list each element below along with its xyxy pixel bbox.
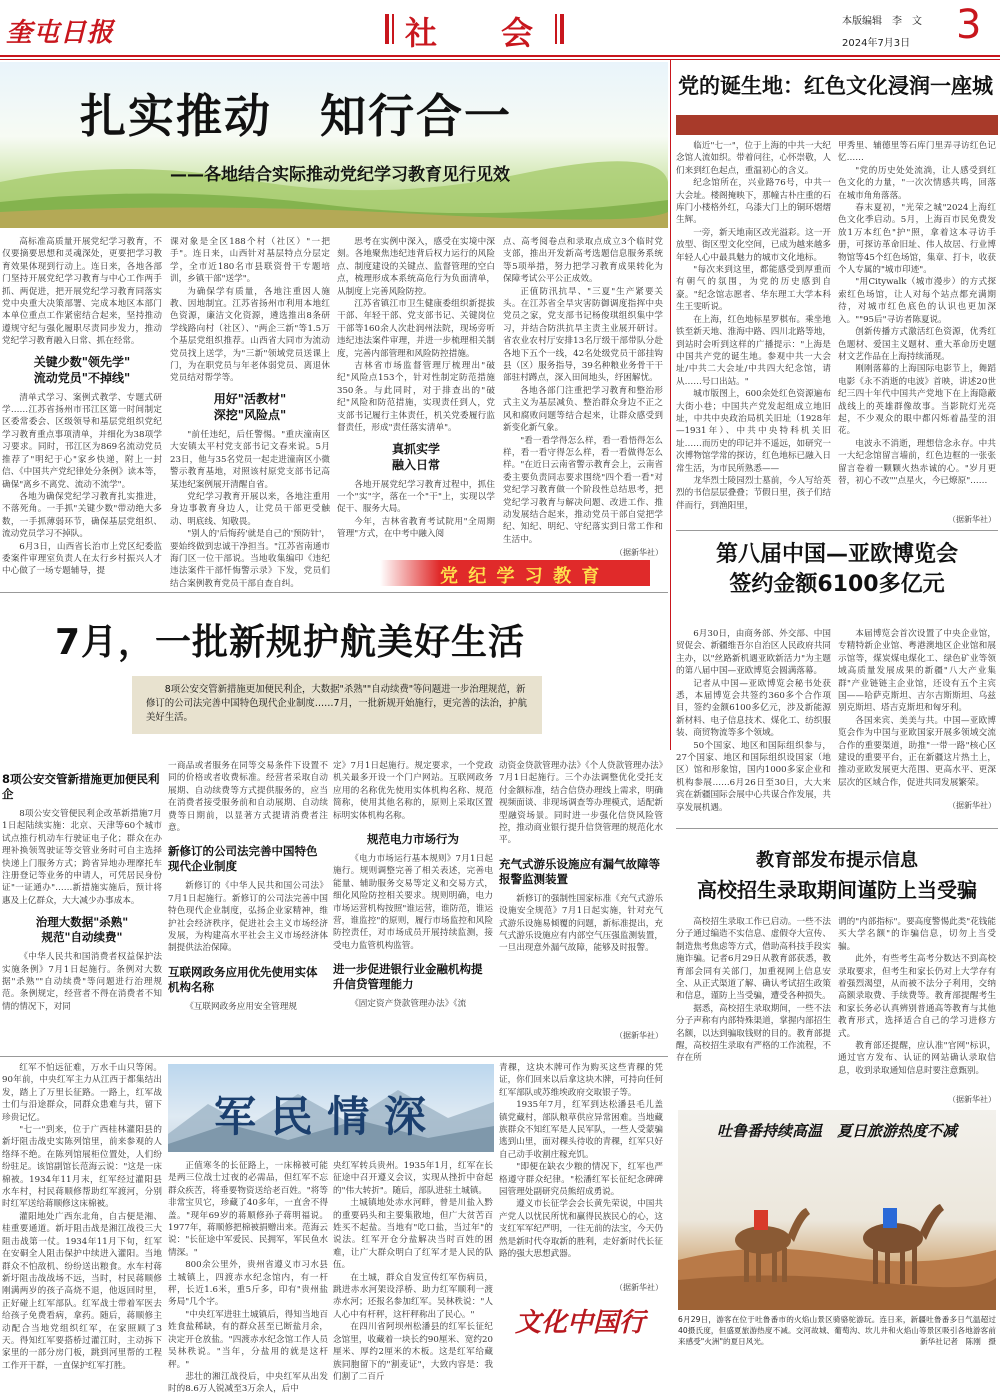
feature-banner-image [0, 62, 668, 228]
paragraph: 点、高考阅卷点和录取点成立3个临时党支部，推出开发新高考选题信息服务系统等5项举措，努力把学习教育成果转化为保障考试公平公正成效。 [503, 237, 663, 285]
paragraph: 50个国家、地区和国际组织参与，27个国家、地区和国际组织设国家（地区）馆和形象馆，国内1000多家企业和机构参展……6月26日至30日，大大来宾在新疆国际会展中心共谋合作发展，共享发展机遇。 [676, 740, 831, 813]
paragraph: 江苏省镇江市卫生健康委组织新提拔干部、年轻干部、党支部书记、关键岗位干部等160余人次赴润州法院，现场旁听违纪违法案件审理，并进一步梳理相关制度，完善内部管理和风险防控措施。 [337, 299, 495, 359]
feature-col1 [2, 236, 162, 588]
regulations-col1 [2, 772, 162, 1062]
turpan-photo [678, 1110, 996, 1310]
regulations-col4 [499, 760, 663, 1030]
feature-source: （据新华社） [615, 548, 663, 557]
expo-title: 第八届中国—亚欧博览会 签约金额6100多亿元 [715, 542, 958, 597]
paragraph: 甲秀里、辅德里等石库门里弄寻访红色记忆…… [838, 141, 996, 164]
edu-kicker: 教育部发布提示信息 [756, 850, 918, 871]
subheading: 关键少数"领先学" 流动党员"不掉线" [33, 354, 131, 385]
edu-col2 [838, 916, 996, 1092]
army-title: 军 民 情 深 [214, 1092, 426, 1141]
paragraph: 据悉，高校招生录取期间，一些不法分子声称有内部特殊渠道，掌握内部招生名额，以达到骗取钱财的目的。教育部提醒，高校招生录取有严格的工作流程，不存在所 [676, 1003, 831, 1064]
photo-caption-block [678, 1314, 996, 1362]
paragraph: "用Citywalk（城市漫步）的方式探索红色场馆，让人对每个站点都充满期待，对城市红色底色的认识也更加深入。""95后"寻访者陈夏说。 [838, 277, 996, 325]
paragraph: 党纪学习教育开展以来，各地注重用身边事教育身边人，让党员干部更受触动、明底线、知敬畏。 [170, 491, 330, 527]
paragraph: 《固定资产贷款管理办法》《流 [350, 999, 467, 1010]
paragraph: 一商品或者服务在同等交易条件下设置不同的价格或者收费标准。经营者采取自动展期、自动续费等方式提供服务的，应当在消费者接受服务前和自动展期、自动续费等日期前，以显著方式提请消费者注意。 [168, 761, 328, 834]
paragraph: 城市版图上，600余处红色资源遍布大街小巷；中国共产党发起组成立地旧址，中共中央政治局机关旧址（1928年—1931年）、中共中央特科机关旧址……而历史的印记并不遥远，如研究一次博物馆学常的探访，红色地标已融入日常生活，为市民所熟悉—— [676, 389, 831, 474]
feature-subtitle: ——各地结合实际推动党纪学习教育见行见效 [170, 165, 510, 185]
paragraph: 今年，吉林省教育考试院用"全周期管理"方式，在中考中融入阅 [337, 516, 495, 540]
paragraph: 在四川省阿坝州松潘县的红军长征纪念馆里，收藏着一块长约90厘米、宽约20厘米、厚约2厘米的木板。这是红军给藏族同胞留下的"割麦证"，大致内容是：我们割了二百斤 [333, 1322, 493, 1382]
paragraph: 正值防汛抗旱、"三夏"生产紧要关头。在江苏省全旱灾害防御调度指挥中央党员之家，党支部书记杨俊琪组织集中学习，并结合防洪抗旱主责主业展开研讨。省农业农村厅安排13名厅级干部带队分赴各地下五个一线，42名处级党员干部挂钩县（区）服务指导，39名种粮业务骨干干部驻村蹲点，深入田间地头，纾困解忧。 [503, 286, 663, 384]
paragraph: 新修订的《中华人民共和国公司法》7月1日起施行。新修订的公司法完善中国特色现代企业制度，弘扬企业家精神，维护社会经济秩序，促进社会主义市场经济发展，为构建高水平社会主义市场经济体制提供法治保障。 [168, 881, 328, 954]
army-col1 [2, 1062, 162, 1371]
section-name: 社 会 [405, 14, 534, 52]
regulations-col3 [333, 760, 493, 1050]
paragraph: 教育部还提醒，应认准"官网"标识，通过官方发布、认证的网站确认录取信息，收到录取通知信息时要注意甄别。 [838, 1041, 996, 1076]
paragraph: "即便在缺衣少粮的情况下，红军也严格遵守群众纪律。"松潘红军长征纪念碑碑园管理处副研究员熊绍成勇说。 [499, 1162, 663, 1198]
subheading: 互联网政务应用优先使用实体机构名称 [168, 964, 318, 994]
army-banner-image [168, 1064, 494, 1152]
paragraph: 动资金贷款管理办法》《个人贷款管理办法》7月1日起施行。三个办法调整优化受托支付金额标准，结合信贷办理线上需求，明确视频面谈、非现场调查等办理模式，适配新型融资场景。同时进一步强化信贷风险管控，推动商业银行提升信贷管理的规范化水平。 [499, 761, 663, 846]
paragraph: "每次来到这里，都能感受到厚重而有朝气的氛围，为党的历史感到自豪。"纪念馆志愿者、华东理工大学本科生王雯昕说。 [676, 265, 831, 313]
feature-col4 [503, 236, 663, 546]
culture-china-logo: 文化中国行 [514, 1308, 645, 1338]
issue-date: 2024年7月3日 [842, 38, 911, 49]
paragraph: 吉林省市场监督管理厅梳理出"破纪"风险点153个，针对性制定防范措施350条。与此同时，对于排查出的"破纪"风险和防范措施，实现责任到人，党支部书记履行主体责任，机关党委履行监督责任，形成"责任落实清单"。 [337, 361, 495, 434]
paragraph: 高标准高质量开展党纪学习教育，不仅要摘要思想和灵魂深处，更要把学习教育效果体现到行动上。连日来，各地各部门坚持开展党纪学习教育与中心工作两手抓、两促进，把开展党纪学习教育同落实党中央重大决策部署、完成本地区本部门本单位重点工作紧密结合起来，坚持推动遵规守纪与强化履职尽责同步发力，推动党纪学习教育融入日常、抓在经常。 [2, 237, 162, 347]
section-title [385, 8, 585, 52]
edu-col1 [676, 916, 831, 1102]
expo-col1 [676, 628, 831, 813]
paragraph: 纪念馆所在，兴业路76号，中共一大会址。楼阁掩映下，那幢古朴庄重的石库门小楼格外红，乌漆大门上的铜环熠熠生辉。 [676, 178, 831, 226]
feature-title: 扎实推动 知行合一 [80, 89, 512, 143]
paragraph: 1935年7月，红军到达松潘县毛儿盖镇党藏村，部队粮草供应异常困难。当地藏族群众不知红军是人民军队，一些人受蒙骗逃到山里，面对稞头待收的青稞，红军只好自己动手收割庄稼充饥。 [499, 1100, 663, 1160]
expo-source: （据新华社） [948, 801, 996, 810]
regulations-lead-box [132, 676, 542, 734]
paragraph: 灌阳地处广西东北角，自古便是湘、桂重要通道。新圩阻击战是湘江战役三大阻击战第一仗。1934年11月下旬，红军在安硐全人阻击保护中续进入灌阳。当地群众不怕敌机、纷纷送出粮食。水车村蒋新圩阻击战战场不远，当时，村民蒋顺修刚满两岁的孩子高烧不退，他返回时里，正好碰上红军部队。红军战士带着军医去给孩子免费看病，拿药。随后，蒋顺修主动配合当地党组织红军，在家照顾了3天。得知红军要搭桥过灌江时，主动拆下家里的一部分房门板，跳到河里帮的工程工作开干群，一直保护红军打胜。 [2, 1211, 162, 1371]
subheading: 充气式游乐设施应有漏气故障等报警监测装置 [499, 856, 660, 886]
paragraph: 悲壮的湘江战役后，中央红军从出发时的8.6万人锐减至3万余人，后中 [168, 1371, 328, 1395]
paragraph: 青稞，这块木牌可作为购买这些青稞的凭证，你们回来以后拿这块木牌，可持向任何红军部队或苏维埃政府交取银子等。 [499, 1063, 663, 1098]
paragraph: 清单式学习、案例式教学、专题式研学……江苏省扬州市邗江区第一时间制定区委常委会、区级领导和基层党组织党纪学习教育重点事项清单，并细化为38项学习要求。同时，邗江区为869名流动党员推荐了"明纪于心"家乡快递，附上一封信、《中国共产党纪律处分条例》读本等，确保"离乡不离党、流动不流学"。 [2, 392, 162, 490]
paragraph: 8项公安交管便民利企改革新措施7月1日起陆续实施：北京、天津等60个城市试点推行机动车行驶证电子化；群众在办理补换领驾驶证等交管业务时可自主选择快递上门服务方式；跨省异地办理摩托车注册登记等业务的申请人，可凭居民身份证"一证通办"……新措施实施后，预计将惠及上亿群众，大大减少办事成本。 [2, 809, 162, 906]
party-discipline-banner [380, 560, 650, 586]
paragraph: 各地各部门注重把学习教育和整治形式主义为基层减负、整治群众身边不正之风和腐败问题等结合起来，让群众感受到新变化新气象。 [503, 385, 663, 434]
paragraph: 土城镇地处赤水河畔，曾是川盐入黔的重要码头和主要集散地，但广大贫苦百姓买不起盐。当地有"吃口盐，当过年"的说法。红军开仓分盐解决当时百姓的困难，让广大群众明白了红军才是人民的队伍。 [333, 1198, 493, 1271]
photo-headline: 吐鲁番持续高温 夏日旅游热度不减 [716, 1122, 957, 1140]
paragraph: 记者从中国—亚欧博览会秘书处获悉，本届博览会共签约360多个合作项目，签约金额6100多亿元，涉及新能源新材料、电子信息技术、煤化工、纺织服装、商贸物流等多个领域。 [676, 678, 831, 739]
paragraph: 刚刚落幕的上海国际电影节上，舞蹈电影《永不消逝的电波》首映，讲述20世纪三四十年代中国共产党地下在上海隐蔽战线上的英雄群像故事。当影院灯光亮起，不少观众的眼中都闪烁着晶莹的泪花。 [838, 364, 996, 437]
regulations-title: 7月，一批新规护航美好生活 [55, 622, 526, 663]
paragraph: 临近"七一"，位于上海的中共一大纪念馆人流如织。带着问往，心怀崇敬，人们来到红色起点，重温初心的含义。 [676, 141, 831, 176]
paragraph: 此外，有些考生高考分数达不到高校录取要求，但考生和家长仍对上大学存有着强烈渴望，从而被不法分子利用，交纳高额录取费、手续费等。教育部提醒考生和家长务必认真辨别普通高等教育与其他教育形式，选择适合自己的学习进修方式。 [838, 954, 996, 1039]
paragraph: 谓的"内部指标"。要高度警惕此类"花钱能买大学名额"的诈骗信息，切勿上当受骗。 [838, 917, 996, 952]
regulations-lead: 8项公安交管新措施更加便民利企，大数据"杀熟""自动续费"等问题进一步治理规范，新修订的公司法完善中国特色现代企业制度……7月，一批新规开始施行，更完善的法治，护航美好生活。 [146, 684, 527, 723]
red-culture-title: 党的诞生地：红色文化浸润一座城 [678, 74, 993, 98]
paragraph: "七一"到来，位于广西桂林灌阳县的新圩阻击战史实陈列馆里，前来参观的人络绎不绝。在陈列馆展柜位置处，人们纷纷驻足。该馆副馆长范海云说："这是一床棉被。1934年11月末，红军经过灌阳县水车村，村民蒋顺修帮助红军渡河，分别时红军送给蒋顺修这床棉被。 [2, 1125, 162, 1210]
paragraph: 在土城，群众自发宣传红军伤病员，跳进赤水河架设浮桥、助力红军顺利一渡赤水河；还报名参加红军。吴林秩说："人人心中有杆秤，这杆秤称出了民心。" [333, 1272, 493, 1320]
red-culture-col2 [838, 140, 996, 512]
banner-text: 党 纪 学 习 教 育 [440, 566, 602, 587]
paragraph: 800余公里外，贵州省遵义市习水县土城镇上，四渡赤水纪念馆内，有一杆秤，长近1.6米，重5斤多，印有"贵州盐务局"几个字。 [168, 1260, 328, 1308]
paragraph: 一旁，新天地南区改光溢彩。这一开放型、街区型文化空间，已成为越来越多年轻人心中最具魅力的城市文化地标。 [676, 227, 831, 263]
paragraph: 各地为确保党纪学习教育扎实推进，不落死角。一手抓"关键少数"带动绝大多数，一手抓薄弱环节，确保基层党组织、流动党员学习不掉队。 [2, 491, 162, 540]
paragraph: 《互联网政务应用安全管理规 [185, 1001, 297, 1012]
paragraph: 在上海，红色地标星罗棋布。乘坐地铁至新天地、淮海中路、四川北路等地，到站时会听到这样的广播提示："上海是中国共产党的诞生地。参观中共一大会址/中共二大会址/中共四大纪念馆，请从……号口出站。" [676, 314, 831, 387]
army-source: （据新华社） [615, 1283, 663, 1292]
paragraph: 红军不怕远征难，万水千山只等闲。90年前，中央红军主力从江西于都集结出发，踏上了万里长征路。一路上，红军战士们与沿途群众，同群众患难与共，留下珍贵记忆。 [2, 1063, 162, 1123]
edu-title: 高校招生录取期间谨防上当受骗 [697, 878, 977, 902]
subheading: 新修订的公司法完善中国特色现代企业制度 [168, 844, 318, 874]
feature-col3 [337, 236, 495, 588]
subheading: 真抓实学 融入日常 [391, 441, 440, 472]
paragraph: 新修订的强制性国家标准《充气式游乐设施安全规范》7月1日起实施，针对充气式游乐设施易倾覆的问题，新标准提出，充气式游乐设施应有内部空气压强监测装置，一旦出现意外漏气故障，能够及时报警。 [499, 893, 663, 954]
edu-source: （据新华社） [948, 1095, 996, 1104]
paragraph: "党的历史处处流淌，让人感受到红色文化的力量，"一次次情感共鸣，回落在城市角角落落。 [838, 165, 996, 201]
subheading: 8项公安交管新措施更加便民利企 [2, 772, 160, 801]
paragraph: 6月30日，由商务部、外交部、中国贸促会、新疆维吾尔自治区人民政府共同主办，以"丝路新机遇亚欧新活力"为主题的第八届中国—亚欧博览会圆满落幕。 [676, 629, 831, 677]
paragraph: 定》7月1日起施行。规定要求，一个党政机关最多开设一个门户网站。互联网政务应用的名称优先使用实体机构名称、规范简称，使用其他名称的，原则上采取区置标明实体机构名称。 [333, 761, 493, 821]
army-col3 [333, 1160, 493, 1382]
paragraph: 央红军转兵贵州。1935年1月，红军在长征途中召开遵义会议，实现从挫折中奋起的"伟大转折"。随后，部队进驻土城镇。 [333, 1161, 493, 1196]
paragraph: 课对象是全区188个村（社区）"一把手"。连日来，山西针对基层特点分层定学，全市近180名市县联资骨干专题培训，乡镇干部"送学"。 [170, 237, 330, 285]
paragraph: 龙华烈士陵园烈士墓前，今人写给英烈的书信层层叠叠；节假日里，孩子们结伴而行，到渔阳里， [676, 475, 831, 511]
photo-caption: 6月29日，游客在位于吐鲁番市的火焰山景区骑骆驼游玩。连日来，新疆吐鲁番多日气温超过40摄氏度，但盛夏旅游热度不减。交河故城、葡萄沟、坎儿井和火焰山等景区吸引各地游客前来感受"火洲"的夏日风光。 [678, 1315, 996, 1346]
paragraph: "别人的'后悔药'就是自己的'预防针'，要始终做到忠诚干净担当。"江苏省南通市海门区一位干部说。当地收集编印《违纪违法案件干部忏悔警示录》下发，党员们结合案例教育党员干部自查自纠。 [170, 529, 330, 589]
paragraph: 《中华人民共和国消费者权益保护法实施条例》7月1日起施行。条例对大数据"杀熟""自动续费"等问题进行治理规范。条例规定，经营者不得在消费者不知情的情况下，对同 [2, 952, 162, 1012]
paragraph: 高校招生录取工作已启动。一些不法分子通过编造不实信息、虚假夺大宣传、制造焦考焦虑等方式，借助高科技手段实施诈骗。记者6月29日从教育部获悉，教育部会同有关部门，加重视网上信息安全、从正式渠道了解、确认考试招生政策和信息，谨防上当受骗，遭受各种损失。 [676, 917, 831, 1002]
page-number: 3 [956, 2, 982, 48]
red-culture-col1 [676, 140, 831, 520]
paragraph: "看一看学得怎么样，看一看悟得怎么样，看一看守得怎么样，看一看做得怎么样。"在近日云南省警示教育会上，云南省委主要负责同志要求围绕"四个看一看"对党纪学习教育做一个阶段性总结思考，把党纪学习教育与解决问题、改进工作、推动发展结合起来，推动党员干部自觉把学纪、知纪、明纪、守纪落实到日常工作和生活中。 [503, 435, 663, 545]
paragraph: 思考在实例中深入，感受在实境中深刻。各地聚焦违纪违背后权力运行的风险点、制度建设的关键点、监督管理的空白点，梳理形成本系统高危行为负面清单，从制度上完善风险防控。 [337, 237, 495, 297]
regulations-source: （据新华社） [615, 1031, 663, 1040]
masthead [0, 0, 1000, 58]
editor-credit: 本版编辑 李 文 [842, 16, 922, 27]
paragraph: "前任违纪，后任警惕。"重庆潼南区大安镇太平村党支部书记文春来说。5月23日，他与35名党员一起走进潼南区小微警示教育基地，对照该村原党支部书记高某违纪案例展开清醒自省。 [170, 429, 330, 490]
paragraph: 6月3日，山西省长治市上党区纪委监委案件审理室负责人在太行乡村振兴人才中心做了一场专题辅导，提 [2, 541, 162, 577]
subheading: 治理大数据"杀熟" 规范"自动续费" [35, 915, 129, 945]
photo-credit: 新华社记者 陈刚 摄 [920, 1337, 996, 1346]
feature-col2 [170, 236, 330, 588]
expo-col2 [838, 628, 996, 798]
red-culture-photo [676, 115, 998, 135]
paragraph: 正值寒冬的长征路上，一床棉被可能是两三位战士过夜的必需品，但红军不忘群众疾苦，将垂要物资送给老百姓。"将等非常宝贝它，珍藏了40多年，一直舍不得盖。"现年69岁的蒋顺修孙子蒋明福说。1977年，蒋顺修把棉被捐赠出来。范海云说："长征途中军爱民、民拥军，军民鱼水情深。" [168, 1161, 328, 1258]
subheading: 用好"活教材" 深挖"风险点" [213, 391, 287, 422]
red-culture-source: （据新华社） [948, 515, 996, 524]
paragraph: 春末夏初，"光荣之城"2024上海红色文化季启动。5月，上海百市民免费发放1万本红色"护"照，拿着这本寻访手册，可探访革命旧址、伟人故居、行业博物馆等45个红色场馆，集章、打卡，收获个人专属的"城市印迹"。 [838, 203, 996, 276]
paper-name-logo: 奎屯日报 [6, 18, 115, 48]
paragraph: 电波永不消逝，理想信念永存。中共一大纪念馆留言墙前，红色边框的一张张留言卷着一颗颗火热赤诚的心。"岁月更替，初心不改""点星火，今已燎原"…… [838, 438, 996, 486]
paragraph: 为确保学有质量，各地注重因人施教、因地制宜。江苏省扬州市利用本地红色资源，廉洁文化资源，遴选推出8条研学线路向村（社区）、"两企三新"等1.5万个基层党组织推荐。山西省大同市为流动党员找上送学，为"三新"领域党员送课上门，为在职党员与年老体弱党员、离退休党员结对帮学等。 [170, 286, 330, 384]
regulations-col2 [168, 760, 328, 1050]
subheading: 规范电力市场行为 [367, 832, 459, 847]
paragraph: 本届博览会首次设置了中央企业馆，专精特新企业馆、粤港澳地区企业馆和展示馆等，煤炭煤电煤化工、绿色矿业等领域高质量发展成果的新疆"八大产业集群"产业链链主企业馆，还设有五个主宾国——哈萨克斯坦、吉尔吉斯斯坦、乌兹别克斯坦、塔吉克斯坦和匈牙利。 [838, 629, 996, 714]
army-col2 [168, 1160, 328, 1395]
paragraph: 遵义市长征学会会长黄先荣说，中国共产党人以忧民所忧和赢得民族民心的心，这支红军军纪严明，一往无前的法宝，今天仍然是新时代夺取新的胜利，走好新时代长征路的强大思想武器。 [499, 1199, 663, 1260]
subheading: 进一步促进银行业金融机构提升信贷管理能力 [333, 962, 483, 992]
paragraph: 《电力市场运行基本规则》7月1日起施行。规则调整完善了相关表述，完善电能量、辅助服务交易等定义和交易方式，细化风险防控相关要求。规则明确，电力市场运营机构按照"谁运营，谁防范，谁运营，谁监控"的原则，履行市场监控和风险防控责任，对市场成员开展持续监测，接受电力监管机构监管。 [333, 854, 493, 951]
paragraph: 各国来宾、美美与共。中国—亚欧博览会作为中国与亚欧国家开展多领域交流合作的重要渠道，助推"一带一路"核心区建设的重要平台，正在新疆这片热土上，推动亚欧发展更大范围、更高水平、更深层次的区域合作，促进共同发展繁荣。 [838, 715, 996, 788]
paragraph: "中央红军进驻土城镇后，得知当地百姓食盐稀缺，有的群众甚至已断盐月余，决定开仓放盐。"四渡赤水纪念馆工作人员吴林秩说。"当年，分盐用的就是这杆秤。" [168, 1309, 328, 1370]
paragraph: 创新传播方式激活红色资源，优秀红色题材、爱国主义题材、重大革命历史题材文艺作品在上海持续涌现。 [838, 327, 996, 362]
army-col4 [499, 1062, 663, 1280]
paragraph: 各地开展党纪学习教育过程中，抓住一个"实"字，落在一个"干"上，实现以学促干、服务大局。 [337, 479, 495, 515]
